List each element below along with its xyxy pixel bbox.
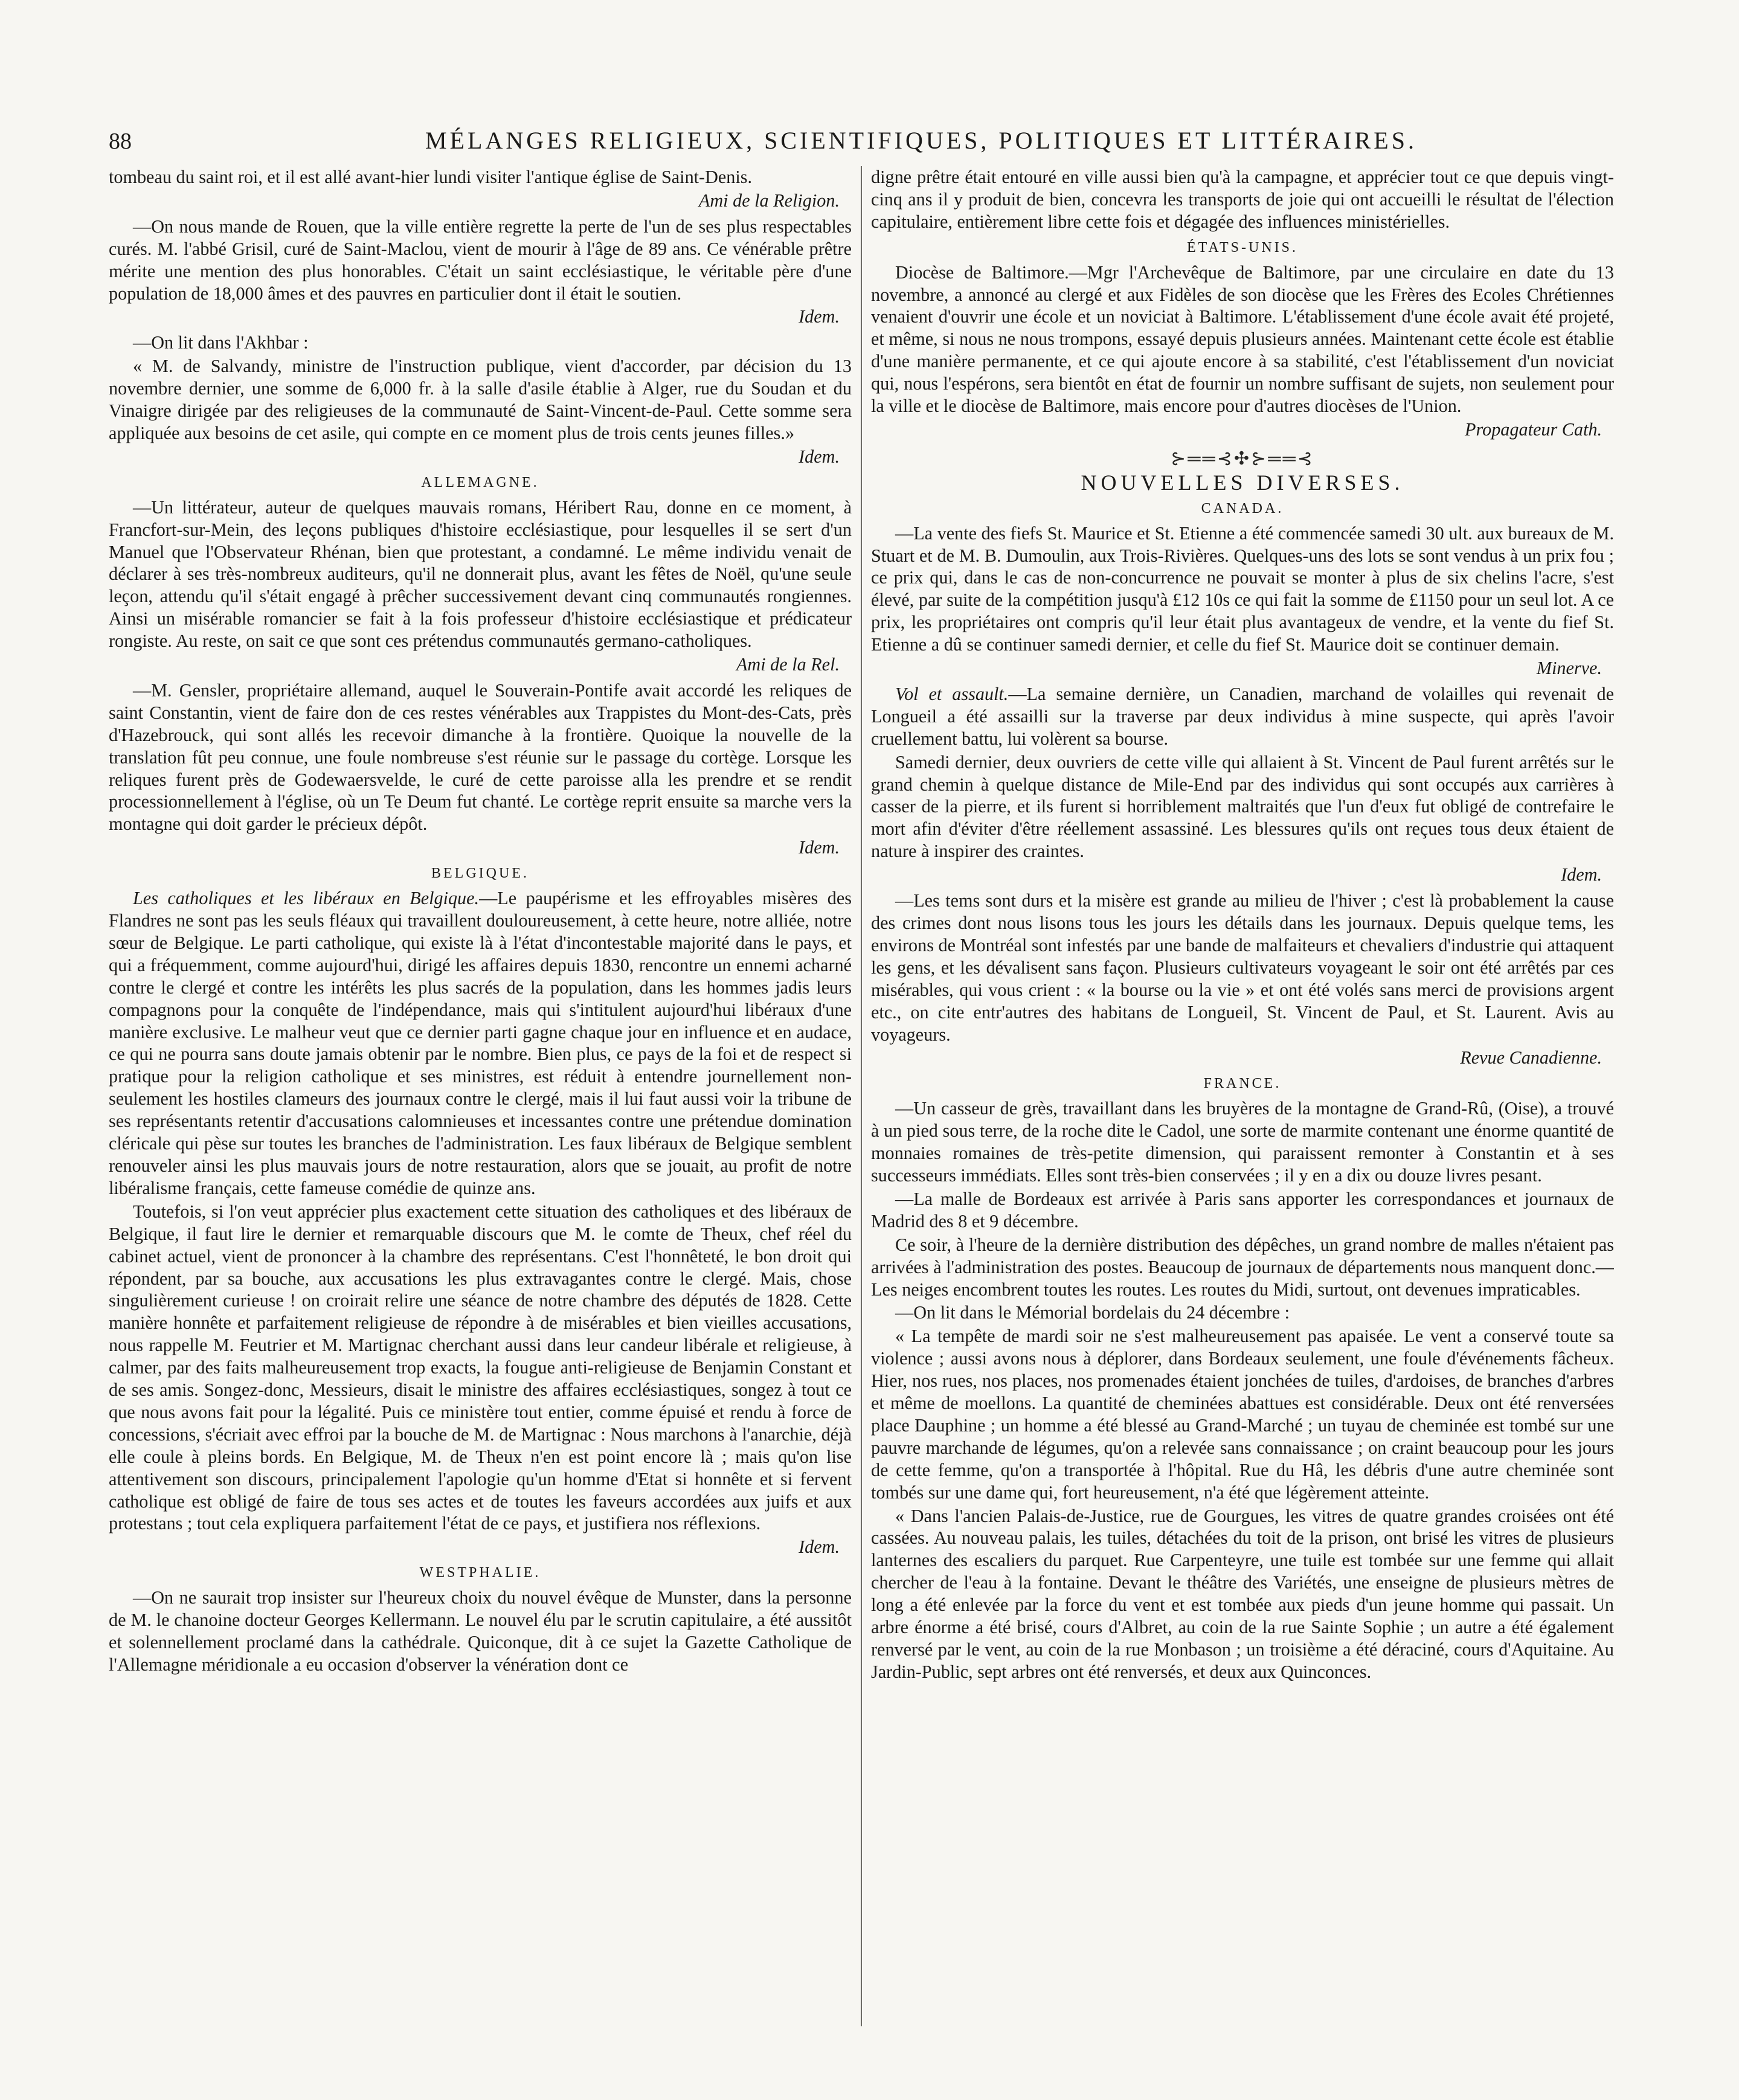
article-paragraph: tombeau du saint roi, et il est allé avant-hier lundi visiter l'antique église de Saint-Denis. <box>109 167 753 187</box>
article-paragraph: digne prêtre était entouré en ville aussi bien qu'à la campagne, et apprécier tout ce que depuis vingt-cinq ans il y produit de bien, concevra les transports de joie qui ont accueilli le résultat de l'élection capitulaire, entièrement libre cette fois et dégagée des influences ministérielles. <box>871 167 1614 232</box>
article-paragraph: —Un littérateur, auteur de quelques mauvais romans, Héribert Rau, donne en ce moment, à Francfort-sur-Mein, des leçons publiques d'histoire ecclésiastique, pour lesquelles il se sert d'un Manuel que l'Observateur Rhénan, bien que protestant, a condamné. Le même individu venait de déclarer à ses très-nombreux auditeurs, qu'il ne donnerait plus, avant les fêtes de Noël, qu'une seule leçon, attendu qu'il s'était engagé à prêcher successivement devant cinq communautés rongiennes. Ainsi un misérable romancier se fait à la fois professeur d'histoire ecclésiastique et prédicateur rongiste. Au reste, on sait ce que sont ces prétendus communautés germano-catholiques. <box>109 496 852 652</box>
source-credit: Minerve. <box>1536 658 1602 679</box>
page-header <box>109 121 1643 155</box>
article-paragraph: « La tempête de mardi soir ne s'est malheureusement pas apaisée. Le vent a conservé toute sa violence ; aussi avons nous à déplorer, dans Bordeaux seulement, une foule d'événements fâcheux. Hier, nos rues, nos places, nos promenades étaient jonchées de tuiles, d'ardoises, de branches d'arbres et même de moellons. La quantité de cheminées abattues est considérable. Deux ont été renversées place Dauphine ; un homme a été blessé au Grand-Marché ; un tuyau de cheminée est tombé sur une pauvre marchande de légumes, qu'on a relevée sans connaissance ; on craint beaucoup pour les jours de cette femme, qu'on a transportée à l'hôpital. Rue du Hâ, les débris d'une autre cheminée sont tombés sur une dame qui, fort heureusement, n'a été que légèrement atteinte. <box>871 1326 1614 1503</box>
article-paragraph: Toutefois, si l'on veut apprécier plus exactement cette situation des catholiques et des libéraux de Belgique, il faut lire le dernier et remarquable discours que M. le comte de Theux, chef réel du cabinet actuel, vient de prononcer à la chambre des représentans. C'est l'honnêteté, le bon droit qui répondent, par sa bouche, aux accusations les plus extravagantes contre le clergé. Mais, chose singulièrement curieuse ! on croirait relire une séance de notre chambre des députés de 1828. Cette manière honnête et parfaitement religieuse de répondre à de misérables et bien vieilles accusations, nous rappelle M. Feutrier et M. Martignac cherchant aussi dans leur candeur libérale et religieuse, à calmer, par des faits malheureusement trop exacts, la fougue anti-religieuse de Benjamin Constant et de ses amis. Songez-donc, Messieurs, disait le ministre des affaires ecclésiastiques, songez à tout ce que nous avons fait pour la légalité. Puis ce ministère tout entier, comme épuisé et rendu à force de concessions, s'écriait avec effroi par la bouche de M. de Martignac : Nous marchons à l'anarchie, déjà elle coule à pleins bords. En Belgique, M. de Theux n'en est point encore là ; mais qu'on lise attentivement son discours, principalement l'apologie qu'un homme d'Etat si honnête et si fervent catholique est obligé de faire de tous ses actes et de toutes les faveurs accordées aux juifs et aux protestans ; tout cela expliquera parfaitement l'état de ce pays, et justifiera nos réflexions. <box>109 1201 852 1534</box>
section-heading-belgique: BELGIQUE. <box>431 865 529 882</box>
article-paragraph: —On ne saurait trop insister sur l'heureux choix du nouvel évêque de Munster, dans la personne de M. le chanoine docteur Georges Kellermann. Le nouvel élu par le scrutin capitulaire, a été aussitôt et solennellement proclamé dans la cathédrale. Quiconque, dit à ce sujet la Gazette Catholique de l'Allemagne méridionale a eu occasion d'observer la vénération dont ce <box>109 1587 852 1675</box>
article-paragraph: —On lit dans le Mémorial bordelais du 24 décembre : <box>895 1302 1290 1323</box>
article-paragraph: Ce soir, à l'heure de la dernière distribution des dépêches, un grand nombre de malles n'étaient pas arrivées à l'administration des postes. Beaucoup de journaux de départements nous manquent donc.— Les neiges encombrent toutes les routes. Les routes du Midi, surtout, ont devenues impraticables. <box>871 1234 1614 1300</box>
section-heading-etats-unis: ÉTATS-UNIS. <box>1186 239 1299 255</box>
page-number: 88 <box>109 129 132 154</box>
article-paragraph: —La vente des fiefs St. Maurice et St. Etienne a été commencée samedi 30 ult. aux bureaux de M. Stuart et de M. B. Dumoulin, aux Trois-Rivières. Quelques-uns des lots se sont vendus à un prix fou ; ce prix qui, dans le cas de non-concurrence ne pouvait se monter à plus de six chelins l'acre, s'est élevé, par suite de la compétition jusqu'à £12 10s ce qui fait la somme de £1150 pour un seul lot. A ce prix, les propriétaires ont compris qu'il leur était plus avantageux de vendre, et la vente du fief St. Etienne a dû se continuer samedi dernier, et celle du fief St. Maurice doit se continuer demain. <box>871 522 1614 655</box>
source-credit: Ami de la Religion. <box>698 190 840 211</box>
article-paragraph: —M. Gensler, propriétaire allemand, auquel le Souverain-Pontife avait accordé les reliques de saint Constantin, vient de faire don de ces restes vénérables aux Trappistes du Mont-des-Cats, près d'Hazebrouck, qui sont allés les recevoir dimanche à la frontière. Quoique la nouvelle de la translation fût peu connue, une foule nombreuse s'est réunie sur le passage du cortège. Lorsque les reliques furent près de Godewaersvelde, le curé de cette paroisse alla les prendre et se rendit processionnellement à l'église, où un Te Deum fut chanté. Le cortège reprit ensuite sa marche vers la montagne qui doit garder le précieux dépôt. <box>109 679 852 835</box>
article-paragraph: Diocèse de Baltimore.—Mgr l'Archevêque de Baltimore, par une circulaire en date du 13 novembre, a annoncé au clergé et aux Fidèles de son diocèse que les Frères des Ecoles Chrétiennes venaient d'ouvrir une école et un noviciat à Baltimore. L'établissement d'une école avait été projeté, et même, si nous ne nous trompons, essayé depuis plusieurs années. Maintenant cette école est établie d'une manière permanente, et ce qui ajoute encore à sa stabilité, c'est l'établissement d'un noviciat qui, nous l'espérons, sera bientôt en état de fournir un nombre suffisant de sujets, non seulement pour la ville et le diocèse de Baltimore, mais encore pour d'autres diocèses de l'Union. <box>871 262 1614 417</box>
article-paragraph: —Un casseur de grès, travaillant dans les bruyères de la montagne de Grand-Rû, (Oise), a trouvé à un pied sous terre, de la roche dite le Cadol, une sorte de marmite contenant une énorme quantité de monnaies romaines de très-petite dimension, qui paraissent remonter à Constantin et à ses successeurs immédiats. Elles sont très-bien conservées ; il y en a dix ou douze livres pesant. <box>871 1098 1614 1186</box>
section-heading-nouvelles: NOUVELLES DIVERSES. <box>1081 470 1404 495</box>
article-paragraph: —La malle de Bordeaux est arrivée à Paris sans apporter les correspondances et journaux de Madrid des 8 et 9 décembre. <box>871 1188 1614 1231</box>
section-heading-allemagne: ALLEMAGNE. <box>421 474 539 490</box>
article-title: Vol et assault. <box>895 683 1009 704</box>
source-credit: Idem. <box>799 306 840 327</box>
article-paragraph: « M. de Salvandy, ministre de l'instruction publique, vient d'accorder, par décision du 13 novembre dernier, une somme de 6,000 fr. à la salle d'asile établie à Alger, rue du Soudan et du Vinaigre dirigée par des religieuses de la communauté de Saint-Vincent-de-Paul. Cette somme sera appliquée aux besoins de cet asile, qui compte en ce moment plus de trois cents jeunes filles.» <box>109 356 852 443</box>
article-paragraph: —On nous mande de Rouen, que la ville entière regrette la perte de l'un de ses plus respectables curés. M. l'abbé Grisil, curé de Saint-Maclou, vient de mourir à l'âge de 89 ans. Ce vénérable prêtre mérite une mention des plus honorables. C'était un saint ecclésiastique, le véritable père d'une population de 18,000 âmes et des pauvres en particulier dont il était le soutien. <box>109 216 852 304</box>
right-column <box>871 166 1614 2050</box>
section-heading-canada: CANADA. <box>1201 500 1284 516</box>
article-paragraph: —On lit dans l'Akhbar : <box>133 332 309 353</box>
source-credit: Idem. <box>799 1536 840 1558</box>
article-text: —La semaine dernière, un Canadien, marchand de volailles qui revenait de Longueil a été assailli sur la traverse par deux individus à mine suspecte, qui après l'avoir cruellement battu, lui volèrent sa bourse. <box>871 683 1614 749</box>
article-paragraph <box>871 683 1614 750</box>
running-title: MÉLANGES RELIGIEUX, SCIENTIFIQUES, POLITIQUES ET LITTÉRAIRES. <box>425 127 1417 154</box>
source-credit: Idem. <box>799 446 840 467</box>
source-credit: Propagateur Cath. <box>1465 419 1602 440</box>
article-paragraph: Samedi dernier, deux ouvriers de cette ville qui allaient à St. Vincent de Paul furent arrêtés sur le grand chemin à quelque distance de Mile-End par des individus qui sont occupés aux carrières à casser de la pierre, et ils furent si horriblement maltraités que l'un d'eux fut obligé de contrefaire le mort afin d'éviter d'être réellement assassiné. Les blessures qu'ils ont reçues tous deux étaient de nature à inspirer des craintes. <box>871 751 1614 862</box>
column-divider <box>861 166 862 2026</box>
source-credit: Ami de la Rel. <box>736 654 840 675</box>
left-column <box>109 166 852 2050</box>
article-paragraph: « Dans l'ancien Palais-de-Justice, rue de Gourgues, les vitres de quatre grandes croisées ont été cassées. Au nouveau palais, les tuiles, détachées du toit de la prison, ont brisé les vitres de plusieurs lanternes des escaliers du parquet. Rue Carpenteyre, une tuile est tombée sur une femme qui allait chercher de l'eau à la fontaine. Devant le théâtre des Variétés, une enseigne de plusieurs mètres de long a été enlevée par la force du vent et est tombée aux pieds d'un jeune homme qui passait. Un arbre énorme a été brisé, cours d'Albret, au coin de la rue Sainte Sophie ; un autre a été également renversé par le vent, au coin de la rue Monbason ; un troisième a été déraciné, cours d'Aquitaine. Au Jardin-Public, sept arbres ont été renversés, et deux aux Quinconces. <box>871 1505 1614 1682</box>
source-credit: Revue Canadienne. <box>1460 1047 1602 1068</box>
section-heading-westphalie: WESTPHALIE. <box>419 1565 541 1581</box>
article-paragraph <box>109 887 852 1199</box>
article-paragraph: —Les tems sont durs et la misère est grande au milieu de l'hiver ; c'est là probablement la cause des crimes dont nous lisons tous les jours les détails dans les journaux. Depuis quelque tems, les environs de Montréal sont infestés par une bande de malfaiteurs et chevaliers d'industrie qui attaquent les gens, et les dévalisent sans façon. Plusieurs cultivateurs voyageant le soir ont été arrêtés par ces misérables, qui vous crient : « la bourse ou la vie » et ont été volés sans merci de provisions argent etc., on cite entr'autres des habitans de Longueil, St. Vincent de Paul, et St. Laurent. Avis au voyageurs. <box>871 890 1614 1045</box>
section-heading-france: FRANCE. <box>1203 1076 1282 1092</box>
source-credit: Idem. <box>799 837 840 858</box>
source-credit: Idem. <box>1561 864 1602 885</box>
article-text: —Le paupérisme et les effroyables misères des Flandres ne sont pas les seuls fléaux qui travaillent douloureusement, à cette heure, notre alliée, notre sœur de Belgique. Le parti catholique, qui existe là à l'état d'incontestable majorité dans le pays, et qui a fréquemment, comme aujourd'hui, dirigé les affaires depuis 1830, rencontre un ennemi acharné contre le clergé et contre les intérêts les plus sacrés de la population, dans les hommes jadis leurs compagnons pour la conquête de l'indépendance, mais qui s'intitulent aujourd'hui libéraux d'une manière exclusive. Le malheur veut que ce dernier parti gagne chaque jour en influence et en audace, ce qui ne pourra sans doute jamais obtenir par le nombre. Bien plus, ce pays de la foi et de respect si pratique pour la religion catholique et ses ministres, est réduit à entendre journellement non-seulement les hostiles clameurs des journaux contre le clergé, mais il lui faut aussi voir la tribune de ses représentants retentir d'accusations calomnieuses et incessantes contre une prétendue domination cléricale qui pèse sur toutes les branches de l'administration. Les faux libéraux de Belgique semblent renouveler ainsi les plus mauvais jours de notre restauration, alors que se jouait, au profit de notre libéralisme français, cette fameuse comédie de quinze ans. <box>109 888 852 1198</box>
ornament-divider: ⊱══⊰✣⊱══⊰ <box>1171 448 1314 469</box>
article-title: Les catholiques et les libéraux en Belgique. <box>133 888 480 909</box>
